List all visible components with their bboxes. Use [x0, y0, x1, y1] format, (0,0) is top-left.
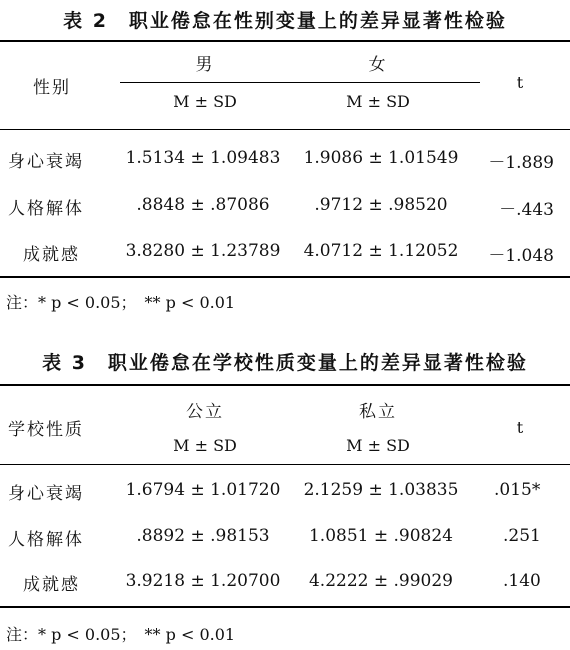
table3-row2-g2: 1.0851 ± .90824 — [308, 526, 454, 546]
table3-t-header: t — [516, 418, 524, 437]
table2-t-header: t — [516, 73, 524, 92]
table2-bottom-rule — [0, 276, 570, 278]
table3-row1-t: .015* — [494, 480, 541, 500]
table2-note: 注：* p < 0.05； ** p < 0.01 — [6, 293, 236, 312]
table2-row3-t: －1.048 — [488, 246, 554, 266]
table3-row-header: 学校性质 — [8, 420, 84, 440]
table3-row2-t: .251 — [503, 526, 541, 546]
table3-row1-g2: 2.1259 ± 1.03835 — [303, 480, 459, 500]
table3-row3-g1: 3.9218 ± 1.20700 — [125, 571, 281, 591]
table3-header-rule — [0, 464, 570, 465]
table3-caption: 表 3 职业倦怠在学校性质变量上的差异显著性检验 — [42, 352, 528, 374]
table2-row1-t: －1.889 — [488, 153, 554, 173]
table2-top-rule — [0, 40, 570, 42]
table2-row3-g2: 4.0712 ± 1.12052 — [303, 241, 459, 261]
table2-caption: 表 2 职业倦怠在性别变量上的差异显著性检验 — [63, 10, 507, 32]
table3-row2-g1: .8892 ± .98153 — [136, 526, 270, 546]
table2-row3-label: 成就感 — [23, 245, 80, 265]
table3-group1-header: 公立 — [186, 402, 224, 422]
table2-row2-label: 人格解体 — [8, 199, 84, 219]
table2-group2-header: 女 — [368, 55, 388, 75]
table3-stat2-header: M ± SD — [346, 436, 410, 455]
table2-group1-header: 男 — [195, 55, 215, 75]
table2-subheader-rule — [120, 82, 480, 83]
table3-row1-g1: 1.6794 ± 1.01720 — [125, 480, 281, 500]
table3-stat1-header: M ± SD — [173, 436, 237, 455]
table2-row1-label: 身心衰竭 — [8, 152, 84, 172]
table3-row3-t: .140 — [503, 571, 541, 591]
table3-row2-label: 人格解体 — [8, 530, 84, 550]
table3-row3-g2: 4.2222 ± .99029 — [308, 571, 454, 591]
table3-group2-header: 私立 — [359, 402, 397, 422]
table2-row3-g1: 3.8280 ± 1.23789 — [125, 241, 281, 261]
table3-top-rule — [0, 384, 570, 386]
table2-row-header: 性别 — [33, 78, 71, 98]
table3-row1-label: 身心衰竭 — [8, 484, 84, 504]
table2-row1-g1: 1.5134 ± 1.09483 — [125, 148, 281, 168]
table3-bottom-rule — [0, 606, 570, 608]
table2-stat1-header: M ± SD — [173, 92, 237, 111]
table2-header-rule — [0, 129, 570, 130]
table2-row2-g1: .8848 ± .87086 — [136, 195, 270, 215]
table2-row2-t: －.443 — [499, 200, 554, 220]
table3-note: 注：* p < 0.05； ** p < 0.01 — [6, 625, 236, 644]
table3-row3-label: 成就感 — [23, 575, 80, 595]
table2-row1-g2: 1.9086 ± 1.01549 — [303, 148, 459, 168]
table2-row2-g2: .9712 ± .98520 — [314, 195, 448, 215]
table2-stat2-header: M ± SD — [346, 92, 410, 111]
